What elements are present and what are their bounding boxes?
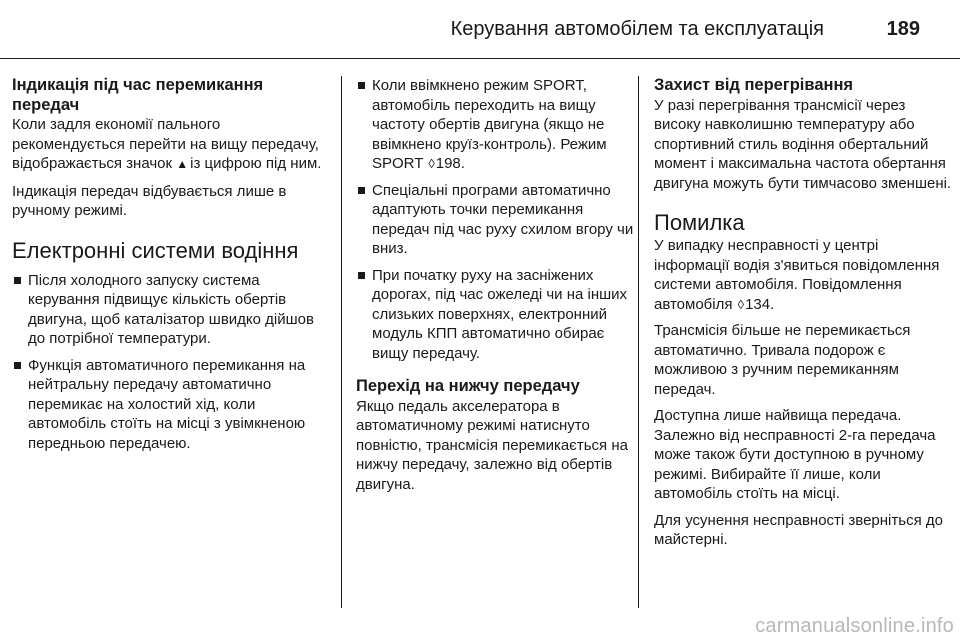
triangle-up-icon: ▲ — [176, 157, 189, 171]
section-heading-gear-indication: Індикація під час перемикання передач — [12, 76, 264, 114]
paragraph-fault-message — [654, 236, 954, 314]
section-heading-fault: Помилка — [654, 210, 745, 235]
paragraph-text: Коли задля економії пального рекомендується перейти на вищу передачу, відображається значок — [12, 116, 319, 172]
column-divider — [638, 76, 639, 608]
paragraph-gear-indication — [12, 115, 328, 175]
bullet-square-icon — [14, 277, 21, 284]
bullet-square-icon — [358, 82, 365, 89]
list-item-text: При початку руху на засніжених дорогах, під час ожеледі чи на інших слизьких поверхнях, електронний модуль КПП автоматично обирає вищу передачу. — [372, 266, 628, 362]
list-item — [356, 181, 636, 259]
paragraph-downshift: Якщо педаль акселератора в автоматичному режимі натиснуто повністю, трансмісія перемикається на нижчу передачу, залежно від обертів двигуна. — [356, 397, 628, 493]
list-item-text: Після холодного запуску система керування підвищує кількість обертів двигуна, щоб каталізатор швидко дійшов до потрібної температури. — [28, 271, 314, 347]
list-item-text: Функція автоматичного перемикання на нейтральну передачу автоматично перемикає на холостий хід, коли автомобіль стоїть на місці з увімкненою передньою передачею. — [28, 356, 306, 452]
paragraph-no-auto-shift: Трансмісія більше не перемикається автоматично. Тривала подорож є можливою з ручним перемиканням передач. — [654, 322, 911, 398]
watermark-text: carmanualsonline.info — [755, 615, 954, 637]
list-item — [356, 266, 636, 364]
page-reference-link[interactable]: 134. — [745, 295, 775, 313]
paragraph-highest-gear: Доступна лише найвища передача. Залежно від несправності 2-га передача може також бути доступною в ручному режимі. Вибирайте її лише, коли автомобіль стоїть на місці. — [654, 407, 936, 502]
bullet-square-icon — [14, 362, 21, 369]
page-reference-icon: ◊ — [737, 296, 745, 312]
list-item-text: Спеціальні програми автоматично адаптують точки перемикання передач під час руху схилом вгору чи вниз. — [372, 181, 634, 257]
list-item-text: Коли ввімкнено режим SPORT, автомобіль переходить на вищу частоту обертів двигуна (якщо не ввімкнено круїз-контроль). Режим SPORT — [372, 77, 607, 172]
page-reference-link[interactable]: 198. — [435, 155, 465, 172]
column-divider — [341, 76, 342, 608]
bullet-square-icon — [358, 272, 365, 279]
list-item — [356, 76, 636, 174]
header-title: Керування автомобілем та експлуатація — [450, 18, 824, 40]
paragraph-text: із цифрою під ним. — [190, 155, 322, 172]
header-rule — [0, 58, 960, 59]
bullet-square-icon — [358, 187, 365, 194]
paragraph-text: У випадку несправності у центрі інформації водія з'явиться повідомлення системи автомобіля. Повідомлення автомобіля — [654, 237, 940, 313]
column-2 — [356, 76, 636, 596]
paragraph-manual-mode: Індикація передач відбувається лише в ручному режимі. — [12, 182, 287, 219]
column-1 — [12, 76, 328, 596]
section-heading-electronic-systems: Електронні системи водіння — [12, 237, 299, 263]
paragraph-overheat: У разі перегрівання трансмісії через високу навколишню температуру або спортивний стиль водіння обертальний момент і максимальна частота обертання двигуна можуть бути тимчасово зменшені. — [654, 96, 952, 192]
column-3 — [654, 76, 954, 596]
page-number: 189 — [886, 18, 920, 40]
list-item — [12, 271, 328, 349]
paragraph-workshop: Для усунення несправності зверніться до майстерні. — [654, 511, 943, 548]
section-heading-downshift: Перехід на нижчу передачу — [356, 377, 580, 395]
bullet-list — [356, 76, 636, 363]
list-item — [12, 356, 328, 454]
section-heading-overheat: Захист від перегрівання — [654, 76, 854, 94]
page-reference-icon: ◊ — [428, 156, 435, 171]
bullet-list — [12, 271, 328, 454]
